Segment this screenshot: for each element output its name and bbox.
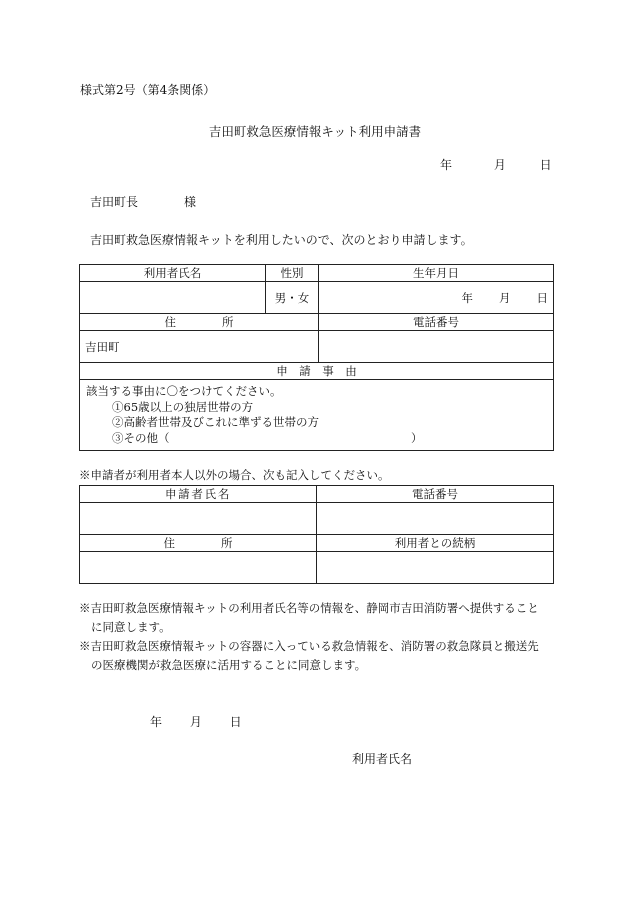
applicant-name-header: 利用者氏名	[80, 265, 266, 282]
reason-option-3[interactable]: ③その他（ ）	[112, 430, 423, 445]
address-header: 住 所	[80, 314, 319, 331]
consent-1-line-2: に同意します。	[91, 620, 171, 634]
reason-option-2[interactable]: ②高齢者世帯及びこれに準ずる世帯の方	[112, 415, 319, 429]
date-month-label: 月	[493, 158, 506, 172]
consent-2-line-2: の医療機関が救急医療に活用することに同意します。	[91, 658, 367, 672]
phone-field[interactable]	[319, 331, 554, 363]
birthdate-field[interactable]	[319, 282, 554, 314]
proxy-name-field[interactable]	[80, 503, 317, 535]
reason-header: 申 請 事 由	[80, 363, 554, 380]
proxy-address-field[interactable]	[80, 552, 317, 584]
gender-choice[interactable]: 男・女	[266, 282, 319, 314]
sign-day-label: 日	[229, 715, 242, 729]
applicant-table	[79, 264, 554, 451]
reason-option-1[interactable]: ①65歳以上の独居世帯の方	[112, 399, 254, 414]
birth-day-label: 日	[536, 290, 548, 305]
proxy-name-header: 申請者氏名	[80, 486, 317, 503]
proxy-note: ※申請者が利用者本人以外の場合、次も記入してください。	[79, 468, 390, 482]
date-year-label: 年	[440, 158, 453, 172]
applicant-name-field[interactable]	[80, 282, 266, 314]
reason-field[interactable]	[80, 380, 554, 451]
application-date	[440, 156, 552, 173]
proxy-phone-field[interactable]	[317, 503, 554, 535]
reason-instruction: 該当する事由に〇をつけてください。	[86, 384, 282, 398]
birth-year-label: 年	[461, 290, 473, 305]
address-field[interactable]: 吉田町	[80, 331, 319, 363]
phone-header: 電話番号	[319, 314, 554, 331]
proxy-address-header: 住 所	[80, 535, 317, 552]
sign-month-label: 月	[189, 715, 202, 729]
consent-2-line-1: ※吉田町救急医療情報キットの容器に入っている救急情報を、消防署の救急隊員と搬送先	[79, 639, 539, 653]
form-number: 様式第2号（第4条関係）	[80, 83, 216, 97]
birthdate-header: 生年月日	[319, 265, 554, 282]
intro-text: 吉田町救急医療情報キットを利用したいので、次のとおり申請します。	[90, 233, 473, 247]
signature-date	[150, 713, 242, 730]
date-day-label: 日	[539, 158, 552, 172]
addressee-title: 吉田町長	[90, 195, 139, 209]
proxy-relation-header: 利用者との続柄	[317, 535, 554, 552]
addressee-honorific: 様	[184, 195, 197, 209]
birth-month-label: 月	[499, 290, 511, 305]
proxy-table	[79, 485, 554, 584]
proxy-phone-header: 電話番号	[317, 486, 554, 503]
addressee	[90, 193, 196, 210]
signature-name-label: 利用者氏名	[352, 752, 413, 766]
consent-1-line-1: ※吉田町救急医療情報キットの利用者氏名等の情報を、静岡市吉田消防署へ提供すること	[79, 601, 539, 615]
consent-medical-use	[79, 637, 559, 675]
proxy-relation-field[interactable]	[317, 552, 554, 584]
consent-info-sharing	[79, 599, 559, 637]
gender-header: 性別	[266, 265, 319, 282]
document-title: 吉田町救急医療情報キット利用申請書	[208, 124, 422, 139]
sign-year-label: 年	[150, 715, 163, 729]
